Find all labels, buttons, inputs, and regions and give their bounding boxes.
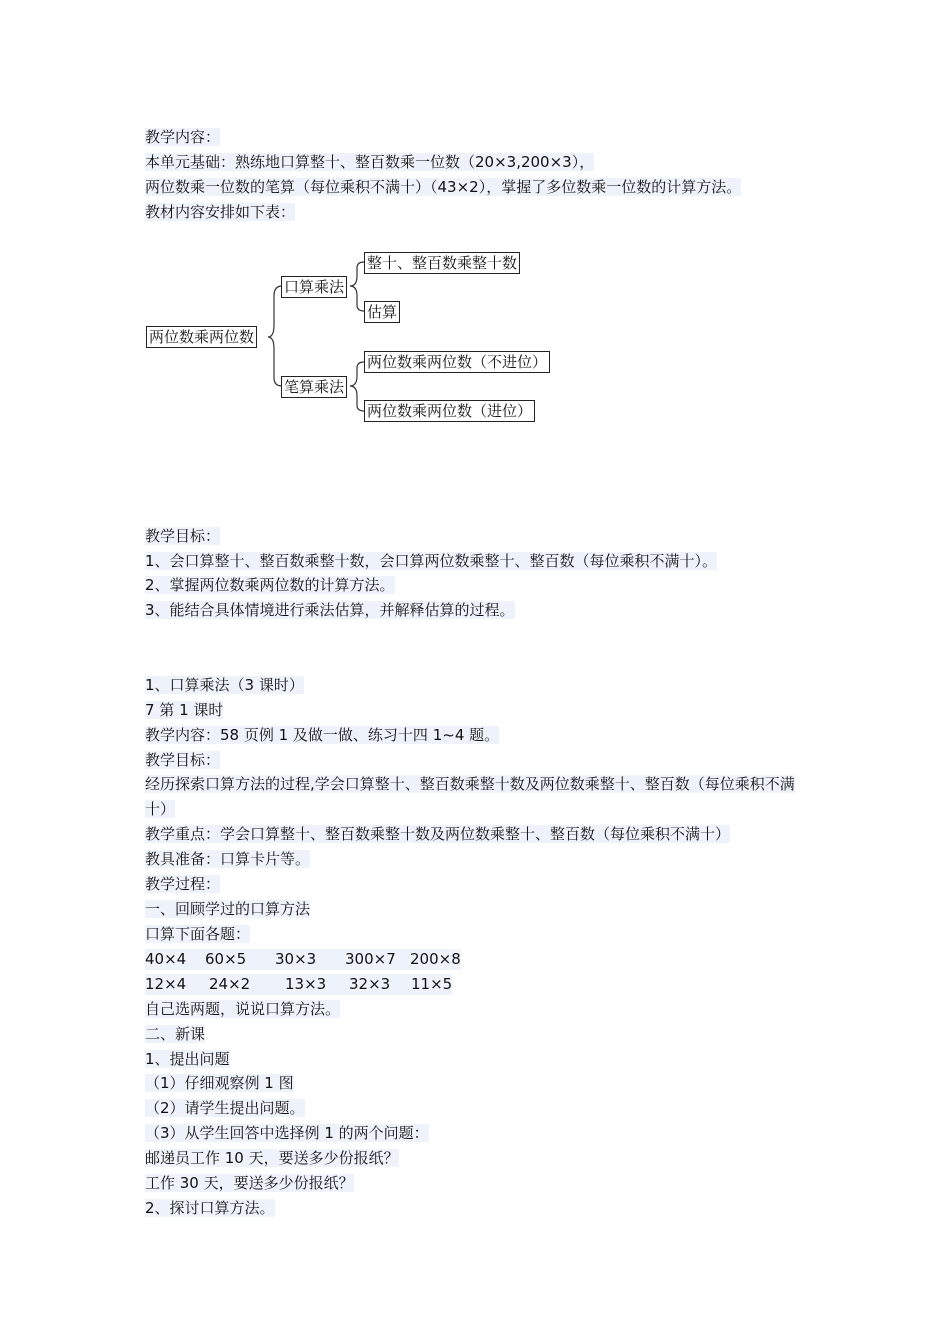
lesson-line-13: 1、提出问题 <box>145 1050 230 1068</box>
lesson-line-1: 1、口算乘法（3 课时） <box>145 676 304 694</box>
lesson-line-12: 二、新课 <box>145 1025 206 1043</box>
lesson-line-18: 工作 30 天，要送多少份报纸？ <box>145 1174 354 1192</box>
tree-branch-mental: 口算乘法 <box>281 276 347 298</box>
tree-leaf-mental-1: 整十、整百数乘整十数 <box>364 252 520 274</box>
lesson-line-3: 教学内容：58 页例 1 及做一做、练习十四 1~4 题。 <box>145 726 500 744</box>
intro-line-4: 教材内容安排如下表： <box>145 203 296 221</box>
lesson-line-8: 教学过程： <box>145 875 221 893</box>
lesson-line-16: （3）从学生回答中选择例 1 的两个问题： <box>145 1124 429 1142</box>
goal-2: 2、掌握两位数乘两位数的计算方法。 <box>145 576 395 594</box>
lesson-line-5: 经历探索口算方法的过程,学会口算整十、整百数乘整十数及两位数乘整十、整百数（每位乘积不满十） <box>145 775 795 818</box>
lesson-line-9: 一、回顾学过的口算方法 <box>145 900 311 918</box>
goal-1: 1、会口算整十、整百数乘整十数，会口算两位数乘整十、整百数（每位乘积不满十）。 <box>145 552 718 570</box>
goal-3: 3、能结合具体情境进行乘法估算，并解释估算的过程。 <box>145 601 515 619</box>
lesson-line-2: 7 第 1 课时 <box>145 701 224 719</box>
lesson-line-7: 教具准备：口算卡片等。 <box>145 850 311 868</box>
exercise-row-2: 12×4 24×2 13×3 32×3 11×5 <box>145 975 453 993</box>
tree-leaf-mental-2: 估算 <box>364 301 400 323</box>
tree-leaf-written-1: 两位数乘两位数（不进位） <box>364 351 550 373</box>
exercise-row-1: 40×4 60×5 30×3 300×7 200×8 <box>145 950 461 968</box>
lesson-line-19: 2、探讨口算方法。 <box>145 1199 275 1217</box>
tree-connectors <box>0 0 950 460</box>
lesson-line-4: 教学目标： <box>145 751 221 769</box>
lesson-line-6: 教学重点：学会口算整十、整百数乘整十数及两位数乘整十、整百数（每位乘积不满十） <box>145 825 731 843</box>
tree-branch-written: 笔算乘法 <box>281 376 347 398</box>
lesson-line-17: 邮递员工作 10 天，要送多少份报纸？ <box>145 1149 399 1167</box>
lesson-line-14: （1）仔细观察例 1 图 <box>145 1074 294 1092</box>
intro-line-1: 教学内容： <box>145 128 221 146</box>
lesson-line-11: 自己选两题，说说口算方法。 <box>145 1000 341 1018</box>
tree-root: 两位数乘两位数 <box>146 326 257 348</box>
intro-line-2: 本单元基础：熟练地口算整十、整百数乘一位数（20×3,200×3）， <box>145 153 595 171</box>
goals-title: 教学目标： <box>145 527 221 545</box>
lesson-line-10: 口算下面各题： <box>145 925 251 943</box>
lesson-line-15: （2）请学生提出问题。 <box>145 1099 305 1117</box>
intro-line-3: 两位数乘一位数的笔算（每位乘积不满十）（43×2），掌握了多位数乘一位数的计算方法。 <box>145 178 742 196</box>
tree-leaf-written-2: 两位数乘两位数（进位） <box>364 400 535 422</box>
